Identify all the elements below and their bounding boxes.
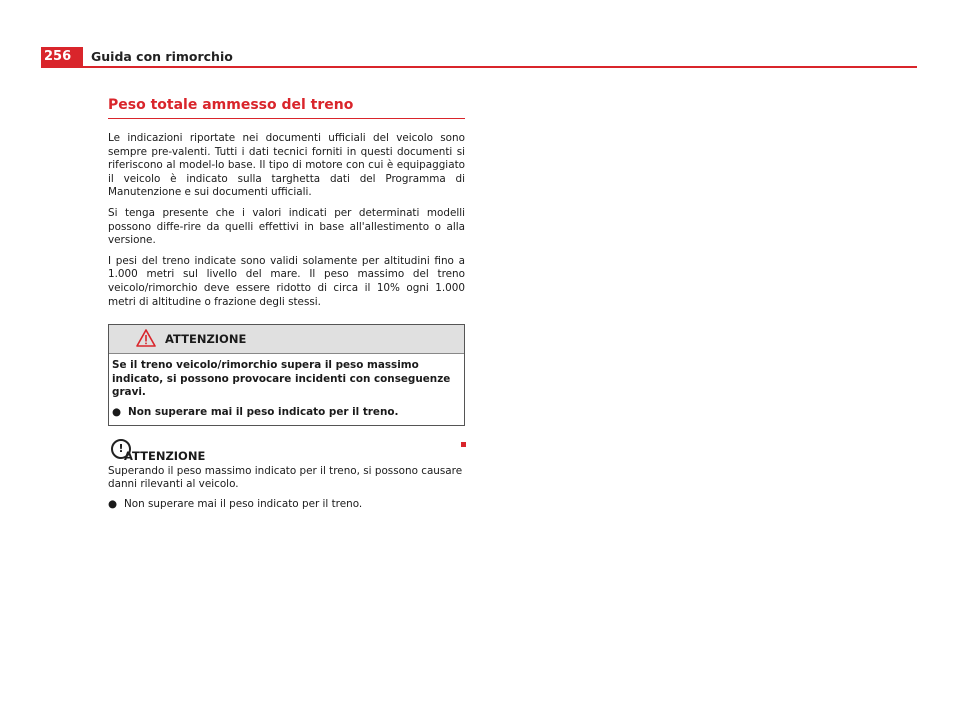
page-header bbox=[41, 47, 917, 67]
header-rule bbox=[41, 66, 917, 68]
caution-bullet bbox=[108, 498, 465, 512]
chapter-title: Guida con rimorchio bbox=[91, 49, 233, 64]
bullet-dot-icon: ● bbox=[108, 497, 118, 510]
warning-text: Se il treno veicolo/rimorchio supera il peso massimo indicato, si possono provocare incidenti con conseguenze gravi. bbox=[112, 359, 451, 399]
warning-box bbox=[108, 324, 465, 425]
warning-bullet-text: Non superare mai il peso indicato per il treno. bbox=[128, 405, 399, 418]
caution-notice bbox=[108, 439, 465, 512]
warning-triangle-icon bbox=[136, 329, 156, 347]
warning-body bbox=[109, 354, 464, 424]
main-content bbox=[108, 97, 465, 511]
warning-header bbox=[109, 325, 464, 354]
paragraph-2: Si tenga presente che i valori indicati per determinati modelli possono diffe-rire da quelli effettivi in base all'allestimento o alla versione. bbox=[108, 206, 465, 247]
section-title: Peso totale ammesso del treno bbox=[108, 97, 465, 119]
paragraph-1: Le indicazioni riportate nei documenti ufficiali del veicolo sono sempre pre-valenti. Tutti i dati tecnici forniti in questi documenti si riferiscono al model-lo base. Il tipo di motore con cui è equipaggiato il veicolo è indicato sulla targhetta dati del Programma di Manutenzione e sui documenti ufficiali. bbox=[108, 132, 465, 199]
caution-title: ATTENZIONE bbox=[124, 448, 206, 463]
warning-bullet bbox=[112, 406, 458, 420]
page-number: 256 bbox=[41, 47, 83, 67]
bullet-dot-icon: ● bbox=[112, 405, 122, 418]
caution-text: Superando il peso massimo indicato per il treno, si possono causare danni rilevanti al veicolo. bbox=[108, 464, 463, 491]
warning-title: ATTENZIONE bbox=[165, 332, 247, 347]
exclamation-circle-icon: ! bbox=[111, 439, 131, 459]
section-end-marker bbox=[461, 442, 466, 447]
caution-bullet-text: Non superare mai il peso indicato per il treno. bbox=[124, 497, 363, 510]
paragraph-3: I pesi del treno indicate sono validi solamente per altitudini fino a 1.000 metri sul livello del mare. Il peso massimo del treno veicolo/rimorchio deve essere ridotto di circa il 10% ogni 1.000 metri di altitudine o frazione degli stessi. bbox=[108, 254, 465, 308]
